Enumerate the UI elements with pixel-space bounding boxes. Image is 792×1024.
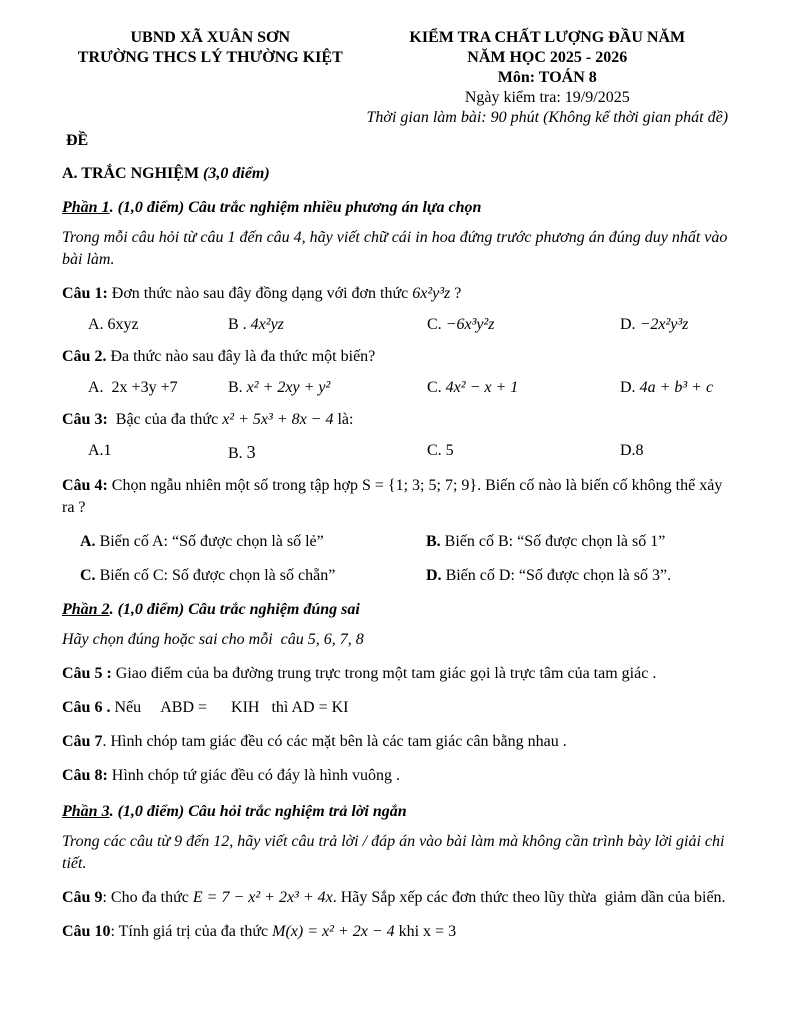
option-1-d-math: −2x²y³z [639, 316, 689, 334]
question-10-math: M(x) = x² + 2x − 4 [272, 923, 395, 941]
question-6-text: Nếu ABD = KIH thì AD = KI [110, 698, 349, 716]
question-1-text-after: ? [450, 285, 462, 303]
school-year: NĂM HỌC 2025 - 2026 [467, 49, 628, 66]
question-5 [62, 663, 736, 685]
option-1-d [620, 316, 736, 334]
question-4-label: Câu 4: [62, 477, 108, 495]
part-1-label: Phần 1 [62, 199, 110, 216]
section-a-label: A. TRẮC NGHIỆM [62, 165, 204, 182]
option-4-d-text: Biến cố D: “Số được chọn là số 3”. [441, 566, 672, 584]
option-4-c [80, 567, 426, 585]
exam-title: KIỂM TRA CHẤT LƯỢNG ĐẦU NĂM [409, 29, 686, 46]
part-1-heading [62, 199, 736, 217]
question-2 [62, 346, 736, 368]
question-10-text: : Tính giá trị của đa thức [110, 923, 273, 941]
part-2-title: . (1,0 điểm) Câu trắc nghiệm đúng sai [109, 600, 360, 618]
question-7-text: . Hình chóp tam giác đều có các mặt bên là các tam giác cân bằng nhau . [102, 732, 567, 750]
exam-date: Ngày kiểm tra: 19/9/2025 [464, 89, 630, 106]
question-9-math: E = 7 − x² + 2x³ + 4x [192, 889, 333, 907]
part-3-title: . (1,0 điểm) Câu hỏi trắc nghiệm trả lời ngắn [109, 802, 407, 820]
option-4-c-label: C. [80, 566, 96, 584]
question-2-options [62, 379, 736, 397]
question-1 [62, 283, 736, 305]
question-4-options [62, 533, 736, 585]
option-2-c-math: 4x² − x + 1 [445, 379, 519, 397]
question-2-label: Câu 2. [62, 348, 107, 366]
question-3 [62, 409, 736, 431]
option-1-b-label: B . [228, 316, 251, 334]
part-2-instruction: Hãy chọn đúng hoặc sai cho mỗi câu 5, 6, 7, 8 [62, 630, 364, 648]
question-6-label: Câu 6 . [62, 698, 111, 716]
option-3-b-value: 3 [246, 442, 256, 463]
option-2-d-math: 4a + b³ + c [639, 379, 714, 397]
question-9-label: Câu 9 [62, 889, 103, 907]
question-8 [62, 765, 736, 787]
option-3-a: A.1 [88, 442, 112, 460]
de-label: ĐỀ [66, 132, 89, 149]
question-6 [62, 697, 736, 719]
org-block [62, 28, 359, 68]
part-3-heading [62, 803, 736, 821]
option-4-a-label: A. [80, 532, 96, 550]
option-2-d-label: D. [620, 379, 640, 397]
option-3-b-label: B. [228, 445, 247, 463]
question-1-options [62, 316, 736, 334]
part-2-heading [62, 601, 736, 619]
question-7-label: Câu 7 [62, 732, 103, 750]
question-1-label: Câu 1: [62, 285, 108, 303]
option-3-c: C. 5 [427, 442, 454, 460]
school-name: TRƯỜNG THCS LÝ THƯỜNG KIỆT [77, 49, 343, 66]
option-1-a: A. 6xyz [88, 316, 139, 334]
question-9-text: : Cho đa thức [102, 889, 193, 907]
exam-header [62, 28, 736, 128]
question-2-text: Đa thức nào sau đây là đa thức một biến? [106, 348, 376, 366]
section-a-title [62, 165, 736, 183]
question-4 [62, 475, 736, 519]
option-4-d [426, 567, 736, 585]
option-2-c-label: C. [427, 379, 446, 397]
option-1-c-label: C. [427, 316, 446, 334]
question-10 [62, 921, 736, 943]
option-4-b-label: B. [426, 532, 441, 550]
option-2-b-label: B. [228, 379, 247, 397]
question-8-text: Hình chóp tứ giác đều có đáy là hình vuông . [107, 766, 400, 784]
exam-duration: Thời gian làm bài: 90 phút (Không kể thời gian phát đề) [366, 109, 729, 126]
option-4-c-text: Biến cố C: Số được chọn là số chẵn” [95, 566, 336, 584]
part-1-instruction: Trong mỗi câu hỏi từ câu 1 đến câu 4, hãy viết chữ cái in hoa đứng trước phương án đúng duy nhất vào bài làm. [62, 229, 732, 269]
option-1-c [427, 316, 620, 334]
option-4-b [426, 533, 736, 551]
part-2-label: Phần 2 [62, 600, 110, 618]
question-3-text: Bậc của đa thức [107, 411, 223, 429]
part-3-instruction: Trong các câu từ 9 đến 12, hãy viết câu trả lời / đáp án vào bài làm mà không cần trình bày lời giải chi tiết. [62, 832, 729, 873]
option-1-c-math: −6x³y²z [445, 316, 495, 334]
question-4-text: Chọn ngẫu nhiên một số trong tập hợp S = {1; 3; 5; 7; 9}. Biến cố nào là biến cố không thể xảy ra ? [62, 477, 727, 517]
option-4-a-text: Biến cố A: “Số được chọn là số lẻ” [95, 532, 324, 550]
part-1-title: . (1,0 điểm) Câu trắc nghiệm nhiều phương án lựa chọn [109, 199, 482, 216]
subject-name: Môn: TOÁN 8 [497, 69, 597, 86]
exam-info-block [359, 28, 736, 128]
question-1-text: Đơn thức nào sau đây đồng dạng với đơn thức [107, 285, 413, 303]
option-1-b-math: 4x²yz [250, 316, 284, 334]
question-3-text-after: là: [333, 411, 354, 429]
question-7 [62, 731, 736, 753]
part-3-label: Phần 3 [62, 802, 110, 820]
question-10-label: Câu 10 [62, 923, 111, 941]
question-8-label: Câu 8: [62, 766, 108, 784]
option-2-a: A. 2x +3y +7 [88, 379, 178, 397]
option-4-d-label: D. [426, 566, 442, 584]
option-2-d [620, 379, 736, 397]
question-1-math: 6x²y³z [412, 285, 451, 303]
question-9 [62, 887, 736, 909]
option-1-d-label: D. [620, 316, 640, 334]
option-2-b [228, 379, 427, 397]
org-name: UBND XÃ XUÂN SƠN [130, 29, 291, 46]
question-3-options [62, 442, 736, 463]
option-2-c [427, 379, 620, 397]
question-9-text-after: . Hãy Sắp xếp các đơn thức theo lũy thừa giảm dần của biến. [332, 889, 726, 907]
question-3-math: x² + 5x³ + 8x − 4 [222, 411, 334, 429]
option-4-b-text: Biến cố B: “Số được chọn là số 1” [440, 532, 666, 550]
option-1-b [228, 316, 427, 334]
option-4-a [80, 533, 426, 551]
question-10-text-after: khi x = 3 [394, 923, 457, 941]
question-5-text: Giao điểm của ba đường trung trực trong một tam giác gọi là trực tâm của tam giác . [111, 664, 657, 682]
option-3-b [228, 442, 427, 463]
section-a-points: (3,0 điểm) [203, 165, 270, 182]
question-5-label: Câu 5 : [62, 664, 112, 682]
option-2-b-math: x² + 2xy + y² [246, 379, 331, 397]
option-3-d: D.8 [620, 442, 644, 460]
question-3-label: Câu 3: [62, 411, 108, 429]
